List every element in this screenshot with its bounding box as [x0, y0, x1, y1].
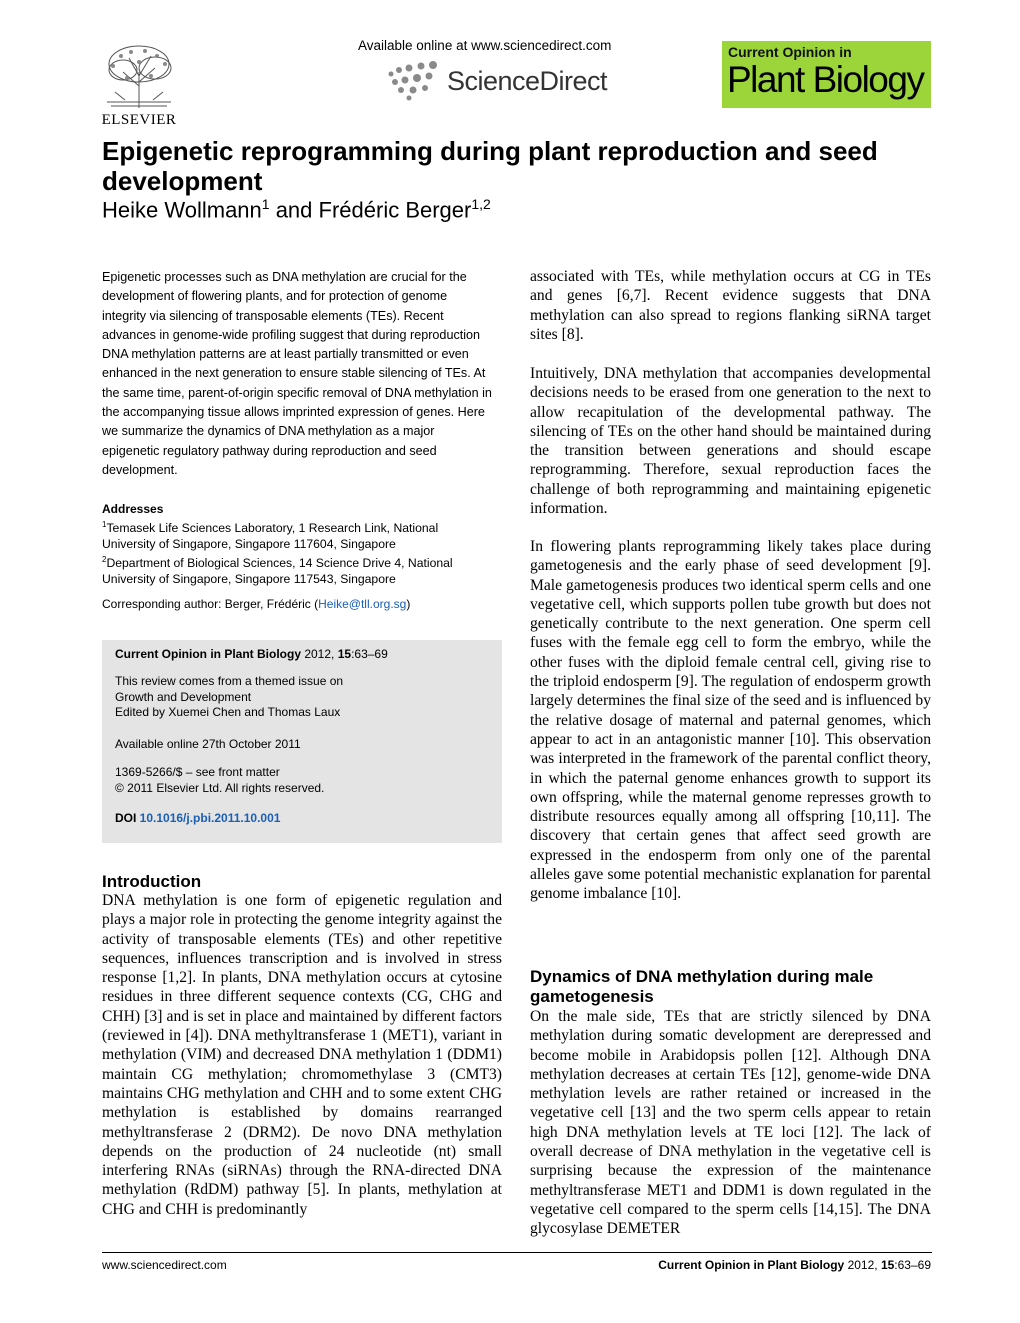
- doi-label: DOI: [115, 811, 140, 825]
- footer-volume: 15: [880, 1258, 895, 1272]
- footer-year: 2012,: [844, 1258, 881, 1272]
- copyright-line: © 2011 Elsevier Ltd. All rights reserved.: [115, 781, 325, 795]
- address-item: [102, 517, 494, 552]
- journal-name-line1: Current Opinion in: [728, 44, 852, 60]
- abstract-text: Epigenetic processes such as DNA methylation are crucial for the development of flowering plants, and for protection of genome integrity via silencing of transposable elements (TEs). Recent advances in genome-wide profiling suggest that during reproduction DNA methylation patterns are at least partially transmitted or even enhanced in the next generation to ensure stable silencing of TEs. At the same time, parent-of-origin specific removal of DNA methylation in the accompanying tissue allows imprinted expression of genes. Here we summarize the dynamics of DNA methylation as a major epigenetic regulatory pathway during reproduction and seed development.: [102, 270, 492, 477]
- author-separator: and: [269, 197, 319, 223]
- paragraph-flowering-plants: In flowering plants reprogramming likely takes place during gametogenesis and the early phase of seed development [9]. Male gametogenesis produces two identical sperm cells and one vegetative cell, which supports pollen tube growth but does not genetically contribute to the next generation. One sperm cell fuses with the female egg cell to form the embryo, while the other fuses with the diploid female central cell, giving rise to the triploid endosperm [9]. The regulation of endosperm growth largely determines the final size of the seed and is influenced by the relative dosage of maternal and paternal genomes, which appear to act in an antagonistic manner [10]. This observation was interpreted in the framework of the parental conflict theory, in which the paternal genome enhances growth to support its own offspring, while the maternal genome represses growth to distribute resources equally among all offspring [10,11]. The discovery that certain genes that affect seed growth are expressed in the endosperm from only one of the parental alleles gave some potential mechanistic explanation for parental genome imbalance [10].: [530, 538, 931, 903]
- journal-citation-name: Current Opinion in Plant Biology: [115, 647, 301, 661]
- sciencedirect-logo[interactable]: [385, 58, 645, 102]
- available-online-date: Available online 27th October 2011: [115, 737, 301, 751]
- sciencedirect-wordmark: ScienceDirect: [447, 66, 608, 96]
- footer-citation: [658, 1258, 931, 1272]
- doi-link[interactable]: 10.1016/j.pbi.2011.10.001: [139, 811, 281, 825]
- footer-pages: :63–69: [894, 1258, 931, 1272]
- author-affiliation-marker: 1,2: [471, 196, 491, 212]
- citation-line: [115, 646, 495, 662]
- addresses-heading: Addresses: [102, 502, 164, 516]
- author-name: Frédéric Berger: [318, 197, 472, 223]
- available-online-text: Available online at www.sciencedirect.com: [358, 38, 612, 53]
- corresponding-close: ): [406, 597, 411, 611]
- footer-journal-name: Current Opinion in Plant Biology: [658, 1258, 845, 1272]
- journal-name-line2: Plant Biology: [727, 59, 924, 100]
- address-marker: 2: [102, 555, 107, 565]
- themed-issue-topic: Growth and Development: [115, 690, 252, 704]
- citation-volume: 15: [337, 647, 352, 661]
- citation-year: 2012,: [301, 647, 338, 661]
- introduction-text: DNA methylation is one form of epigenetic regulation and plays a major role in protecting the genome integrity against the activity of transposable elements (TEs) and other repetitive sequences, influences transcription and is involved in stress response [1,2]. In plants, DNA methylation occurs at cytosine residues in three different sequence contexts (CG, CHG and CHH) [3] and is set in place and maintained by different factors (reviewed in [4]). DNA methyltransferase 1 (MET1), variant in methylation (VIM) and decreased DNA methylation 1 (DDM1) maintain CG methylation; chromomethylase 3 (CMT3) maintains CHG methylation and CHH and to some extent CHG methylation is established by domains rearranged methyltransferase 2 (DRM2). De novo DNA methylation depends on the production of 24 nucleotide (nt) small interfering RNAs (siRNAs) through the RNA-directed DNA methylation (RdDM) pathway [5]. In plants, methylation at CHG and CHH is predominantly: [102, 892, 502, 1218]
- themed-issue-line: This review comes from a themed issue on: [115, 674, 344, 688]
- issn-line: 1369-5266/$ – see front matter: [115, 765, 280, 779]
- publisher-name: ELSEVIER: [101, 112, 177, 128]
- author-name: Heike Wollmann: [102, 197, 262, 223]
- paragraph-tes-methylation: associated with TEs, while methylation occurs at CG in TEs and genes [6,7]. Recent evidence suggests that DNA methylation can also spread to regions flanking siRNA target sites [8].: [530, 268, 931, 343]
- citation-pages: :63–69: [351, 647, 388, 661]
- paragraph-reprogramming-intuition: Intuitively, DNA methylation that accompanies developmental decisions needs to be erased from one generation to the next to allow recapitulation of the developmental pathway. The silencing of TEs on the other hand should be maintained during the transition between generations and should escape reprogramming. Therefore, sexual reproduction faces the challenge of both reprogramming and maintaining epigenetic information.: [530, 365, 931, 518]
- address-text: Department of Biological Sciences, 14 Science Drive 4, National University of Singapore, Singapore 117543, Singapore: [102, 556, 453, 587]
- themed-issue-editors: Edited by Xuemei Chen and Thomas Laux: [115, 705, 341, 719]
- footer-website-link[interactable]: www.sciencedirect.com: [102, 1258, 227, 1272]
- corresponding-email-link[interactable]: Heike@tll.org.sg: [318, 597, 407, 611]
- paragraph-male-side: On the male side, TEs that are strictly silenced by DNA methylation during somatic development are derepressed and become mobile in Arabidopsis pollen [12]. Although DNA methylation decreases at certain TEs [12], genome-wide DNA methylation levels are rather retained or increased in the vegetative cell [13] and the two sperm cells appear to retain high DNA methylation levels at TE loci [12]. The lack of overall decrease of DNA methylation in the vegetative cell is surprising because the expression of the maintenance methyltransferase MET1 and DDM1 is down regulated in the vegetative cell compared to the sperm cells [14,15]. The DNA glycosylase DEMETER: [530, 1008, 931, 1238]
- section-heading-introduction: Introduction: [102, 872, 202, 891]
- author-list: [102, 196, 491, 223]
- address-item: [102, 552, 494, 587]
- author-affiliation-marker: 1: [261, 196, 270, 212]
- doi-line: [115, 810, 495, 826]
- corresponding-label: Corresponding author: Berger, Frédéric (: [102, 597, 319, 611]
- addresses-list: [102, 517, 494, 587]
- article-title: Epigenetic reprogramming during plant reproduction and seed development: [102, 136, 878, 196]
- corresponding-author: [102, 597, 494, 611]
- section-heading-male-gametogenesis: Dynamics of DNA methylation during male gametogenesis: [530, 967, 874, 1006]
- footer-rule: [102, 1252, 932, 1253]
- address-marker: 1: [102, 520, 107, 529]
- journal-logo: [722, 41, 931, 108]
- elsevier-tree-icon: [101, 42, 177, 110]
- address-text: Temasek Life Sciences Laboratory, 1 Research Link, National University of Singapore, Singapore 117604, Singapore: [102, 521, 439, 552]
- article-info-box: [102, 640, 502, 843]
- sciencedirect-dots-icon: [385, 60, 445, 102]
- elsevier-logo: [97, 42, 181, 130]
